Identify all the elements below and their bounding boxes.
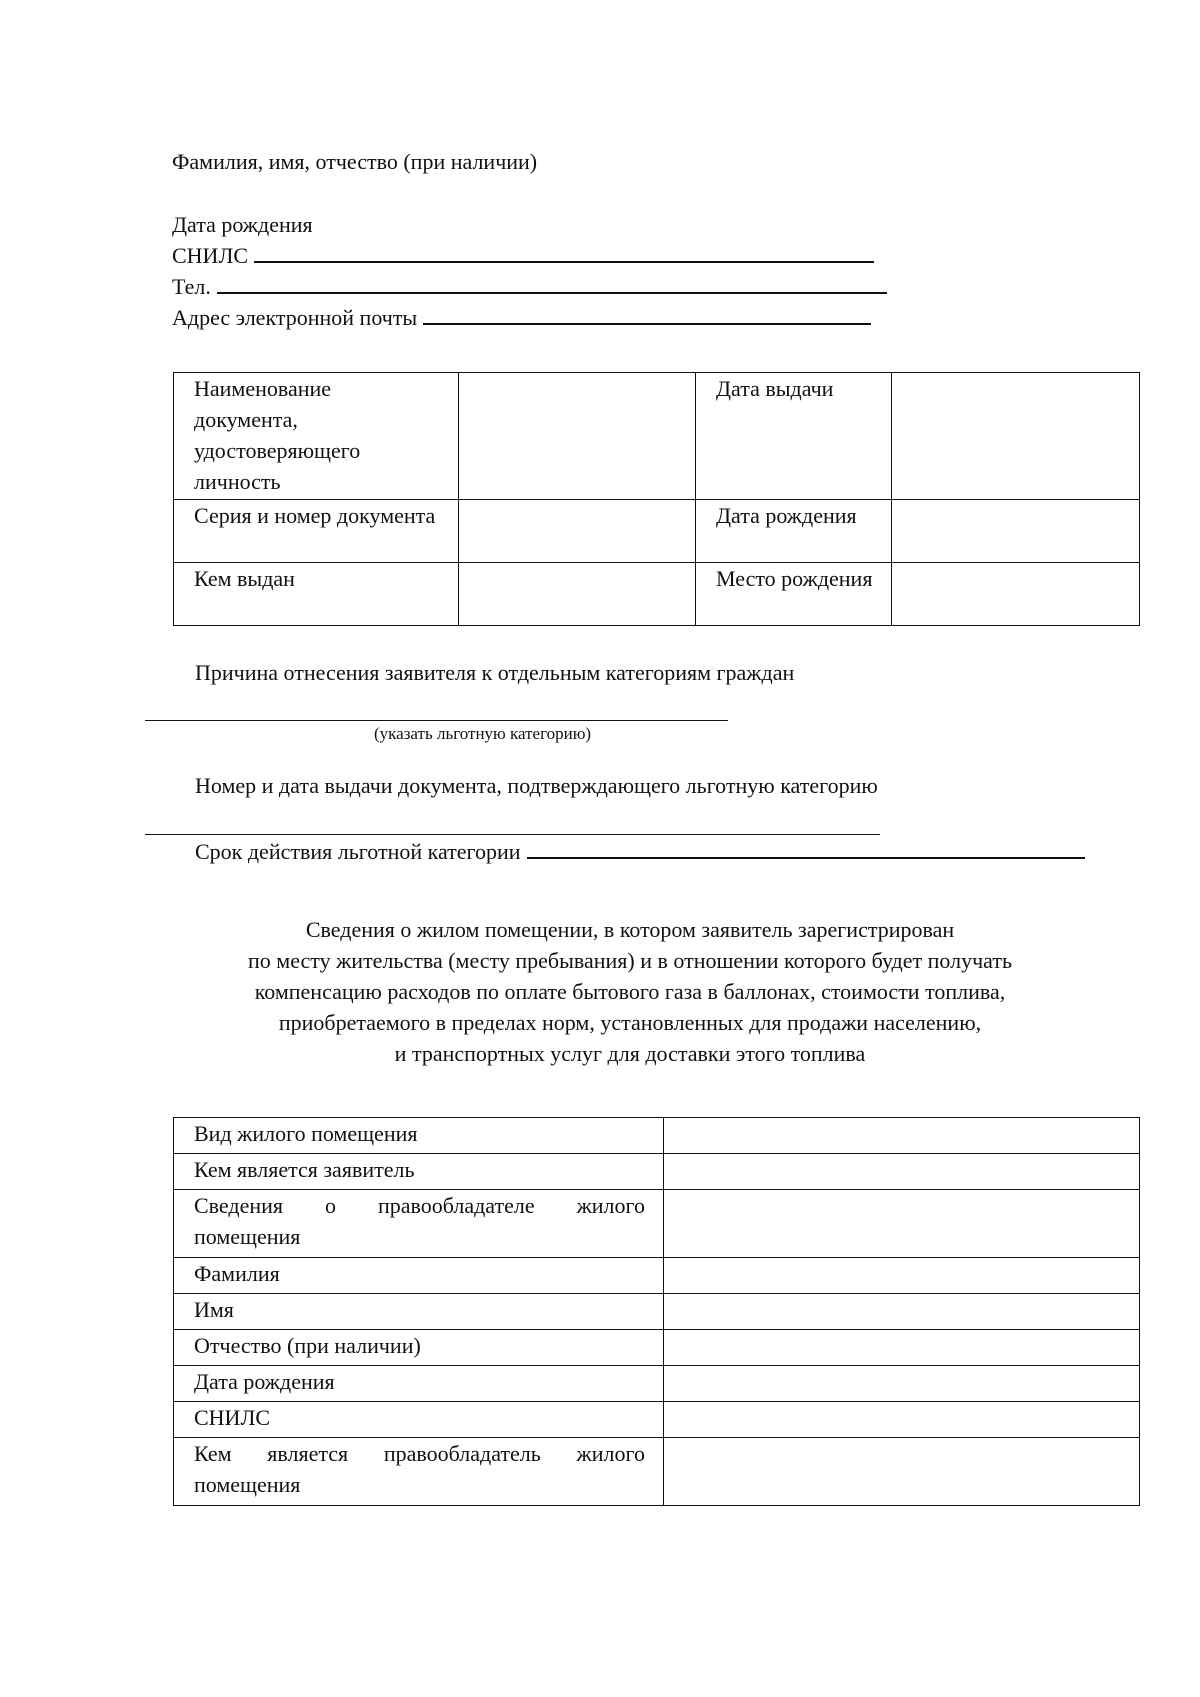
- table-row: [174, 1258, 1140, 1294]
- owner-patronymic-value[interactable]: [664, 1330, 1140, 1366]
- snils-label: СНИЛС: [172, 243, 249, 268]
- table-row: [174, 1118, 1140, 1154]
- owner-snils-label: СНИЛС: [174, 1402, 664, 1438]
- email-label: Адрес электронной почты: [172, 305, 418, 330]
- applicant-role-label: Кем является заявитель: [174, 1154, 664, 1190]
- issue-date-label: Дата выдачи: [696, 373, 892, 500]
- table-row: [174, 1438, 1140, 1506]
- table-row: [174, 1330, 1140, 1366]
- owner-surname-label: Фамилия: [174, 1258, 664, 1294]
- owner-surname-value[interactable]: [664, 1258, 1140, 1294]
- table-row: [174, 1402, 1140, 1438]
- table-row: [174, 563, 1140, 626]
- table-row: [174, 1366, 1140, 1402]
- housing-heading-line: компенсацию расходов по оплате бытового газа в баллонах, стоимости топлива,: [254, 979, 1006, 1004]
- issued-by-value[interactable]: [459, 563, 696, 626]
- full-name-label: Фамилия, имя, отчество (при наличии): [172, 149, 538, 174]
- table-row: [174, 1294, 1140, 1330]
- housing-heading: [200, 914, 1060, 1069]
- phone-input-line[interactable]: [217, 272, 887, 294]
- benefit-document-label: Номер и дата выдачи документа, подтверждающего льготную категорию: [195, 773, 878, 798]
- phone-label: Тел.: [172, 274, 211, 299]
- email-row: [172, 302, 871, 333]
- benefit-category-line[interactable]: [145, 720, 728, 721]
- holder-birth-date-value[interactable]: [892, 500, 1140, 563]
- owner-name-value[interactable]: [664, 1294, 1140, 1330]
- table-row: [174, 1190, 1140, 1258]
- housing-heading-line: и транспортных услуг для доставки этого топлива: [394, 1041, 866, 1066]
- identity-document-table: [173, 372, 1140, 626]
- housing-heading-line: приобретаемого в пределах норм, установленных для продажи населению,: [278, 1010, 982, 1035]
- doc-name-value[interactable]: [459, 373, 696, 500]
- birth-place-label: Место рождения: [696, 563, 892, 626]
- owner-birth-date-value[interactable]: [664, 1366, 1140, 1402]
- owner-info-value[interactable]: [664, 1190, 1140, 1258]
- issued-by-label: Кем выдан: [174, 563, 459, 626]
- housing-type-label: Вид жилого помещения: [174, 1118, 664, 1154]
- benefit-validity-row: [195, 836, 1085, 867]
- table-row: [174, 1154, 1140, 1190]
- applicant-role-value[interactable]: [664, 1154, 1140, 1190]
- birth-place-value[interactable]: [892, 563, 1140, 626]
- owner-patronymic-label: Отчество (при наличии): [174, 1330, 664, 1366]
- birth-date-label: Дата рождения: [172, 212, 313, 237]
- owner-snils-value[interactable]: [664, 1402, 1140, 1438]
- owner-role-value[interactable]: [664, 1438, 1140, 1506]
- series-number-label: Серия и номер документа: [174, 500, 459, 563]
- series-number-value[interactable]: [459, 500, 696, 563]
- snils-row: [172, 240, 874, 271]
- phone-row: [172, 271, 887, 302]
- benefit-category-hint: (указать льготную категорию): [374, 724, 592, 743]
- benefit-validity-label: Срок действия льготной категории: [195, 839, 521, 864]
- benefit-reason-label: Причина отнесения заявителя к отдельным категориям граждан: [195, 660, 795, 685]
- housing-heading-line: Сведения о жилом помещении, в котором заявитель зарегистрирован: [305, 917, 955, 942]
- benefit-validity-line[interactable]: [527, 837, 1085, 859]
- doc-name-label: Наименование документа, удостоверяющего личность: [174, 373, 459, 500]
- housing-type-value[interactable]: [664, 1118, 1140, 1154]
- issue-date-value[interactable]: [892, 373, 1140, 500]
- table-row: [174, 373, 1140, 500]
- owner-birth-date-label: Дата рождения: [174, 1366, 664, 1402]
- housing-table: [173, 1117, 1140, 1506]
- owner-role-label: Кем является правообладатель жилого помещения: [174, 1438, 664, 1506]
- table-row: [174, 500, 1140, 563]
- snils-input-line[interactable]: [254, 241, 874, 263]
- housing-heading-line: по месту жительства (месту пребывания) и в отношении которого будет получать: [248, 948, 1012, 973]
- owner-name-label: Имя: [174, 1294, 664, 1330]
- holder-birth-date-label: Дата рождения: [696, 500, 892, 563]
- benefit-document-line[interactable]: [145, 834, 880, 835]
- owner-info-label: Сведения о правообладателе жилого помещения: [174, 1190, 664, 1258]
- email-input-line[interactable]: [423, 303, 871, 325]
